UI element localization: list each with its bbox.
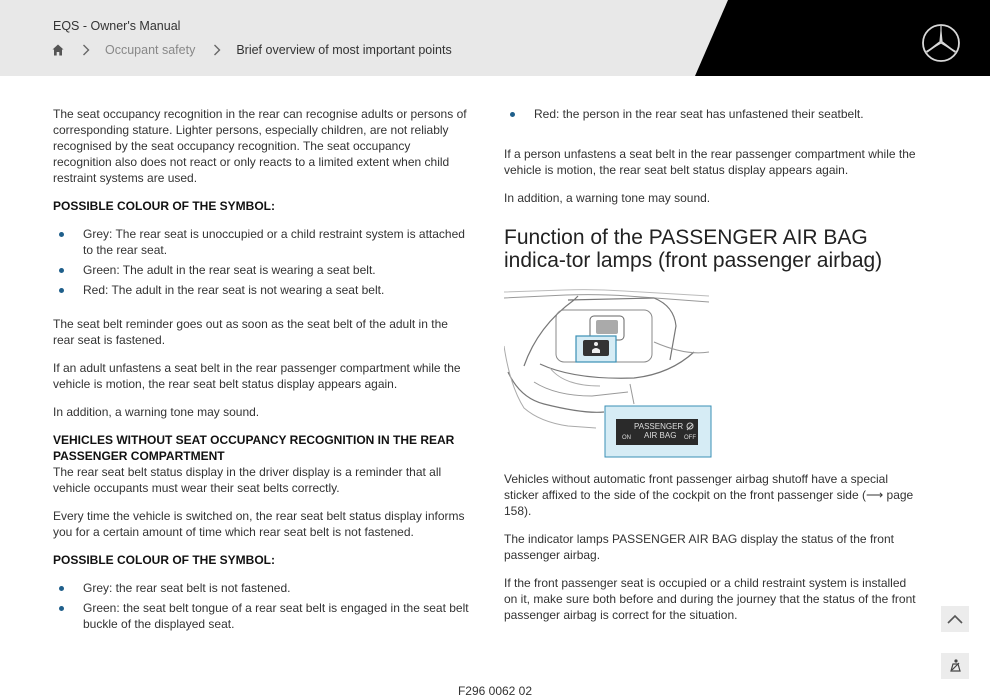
paragraph: The indicator lamps PASSENGER AIR BAG display the status of the front passenger airbag.	[504, 532, 894, 562]
figure-label-airbag: AIR BAG	[644, 431, 677, 440]
paragraph: The seat occupancy recognition in the rear can recognise adults or persons of corresponding stature. Lighter persons, especially children, are not reliably recognised by the seat occupancy recognition. The seat occupancy recognition also does not react or only reacts to a limited extent when child restraint systems are used.	[53, 107, 467, 185]
paragraph: If the front passenger seat is occupied or a child restraint system is installed on it, make sure both before and during the journey that the status of the front passenger airbag is correct for the situation.	[504, 576, 916, 622]
breadcrumb-item-occupant-safety[interactable]: Occupant safety	[105, 43, 196, 57]
list-item: Green: The adult in the rear seat is wearing a seat belt.	[53, 262, 469, 278]
paragraph: The seat belt reminder goes out as soon as the seat belt of the adult in the rear seat is fastened.	[53, 317, 448, 347]
mercedes-star-icon[interactable]	[921, 23, 961, 63]
section-title: Function of the PASSENGER AIR BAG indica-tor lamps (front passenger airbag)	[504, 226, 883, 272]
paragraph: In addition, a warning tone may sound.	[504, 191, 711, 205]
section-heading: POSSIBLE COLOUR OF THE SYMBOL:	[53, 553, 276, 567]
figure-label-passenger: PASSENGER	[634, 422, 684, 431]
paragraph: In addition, a warning tone may sound.	[53, 405, 260, 419]
colour-list	[53, 580, 469, 632]
section-heading: POSSIBLE COLOUR OF THE SYMBOL:	[53, 199, 276, 213]
figure-label-on: ON	[622, 435, 631, 441]
left-column	[53, 106, 469, 650]
paragraph: If an adult unfastens a seat belt in the rear passenger compartment while the vehicle is motion, the rear seat belt status display appears again.	[53, 361, 461, 391]
list-item: Red: the person in the rear seat has unfastened their seatbelt.	[504, 106, 920, 122]
airbag-indicator-figure	[504, 286, 714, 458]
figure-label-off: OFF	[684, 435, 696, 441]
seatbelt-icon	[947, 659, 963, 673]
list-item: Green: the seat belt tongue of a rear seat belt is engaged in the seat belt buckle of the displayed seat.	[53, 600, 469, 632]
cockpit-illustration	[504, 286, 714, 458]
scroll-to-top-button[interactable]	[941, 606, 969, 632]
section-heading: VEHICLES WITHOUT SEAT OCCUPANCY RECOGNITION IN THE REAR PASSENGER COMPARTMENT	[53, 433, 455, 463]
chevron-right-icon	[82, 44, 90, 56]
paragraph: The rear seat belt status display in the driver display is a reminder that all vehicle occupants must wear their seat belts correctly.	[53, 465, 442, 495]
list-item: Red: The adult in the rear seat is not wearing a seat belt.	[53, 282, 469, 298]
paragraph: Vehicles without automatic front passenger airbag shutoff have a special sticker affixed to the side of the cockpit on the front passenger side (⟶ page 158).	[504, 472, 914, 518]
breadcrumb	[52, 41, 452, 59]
seatbelt-status-button[interactable]	[941, 653, 969, 679]
chevron-up-icon	[947, 614, 963, 624]
paragraph: If a person unfastens a seat belt in the rear passenger compartment while the vehicle is motion, the rear seat belt status display appears again.	[504, 147, 916, 177]
home-icon[interactable]	[52, 44, 64, 56]
colour-list	[53, 226, 469, 298]
list-item: Grey: the rear seat belt is not fastened.	[53, 580, 469, 596]
list-item: Grey: The rear seat is unoccupied or a child restraint system is attached to the rear seat.	[53, 226, 469, 258]
right-column	[504, 106, 920, 635]
breadcrumb-item-current: Brief overview of most important points	[236, 43, 452, 57]
figure-code: F296 0062 02	[457, 684, 533, 698]
manual-title: EQS - Owner's Manual	[53, 19, 181, 33]
colour-list	[504, 106, 920, 122]
page-header	[0, 0, 990, 76]
paragraph: Every time the vehicle is switched on, the rear seat belt status display informs you for a certain amount of time which rear seat belt is not fastened.	[53, 509, 465, 539]
chevron-right-icon	[213, 44, 221, 56]
